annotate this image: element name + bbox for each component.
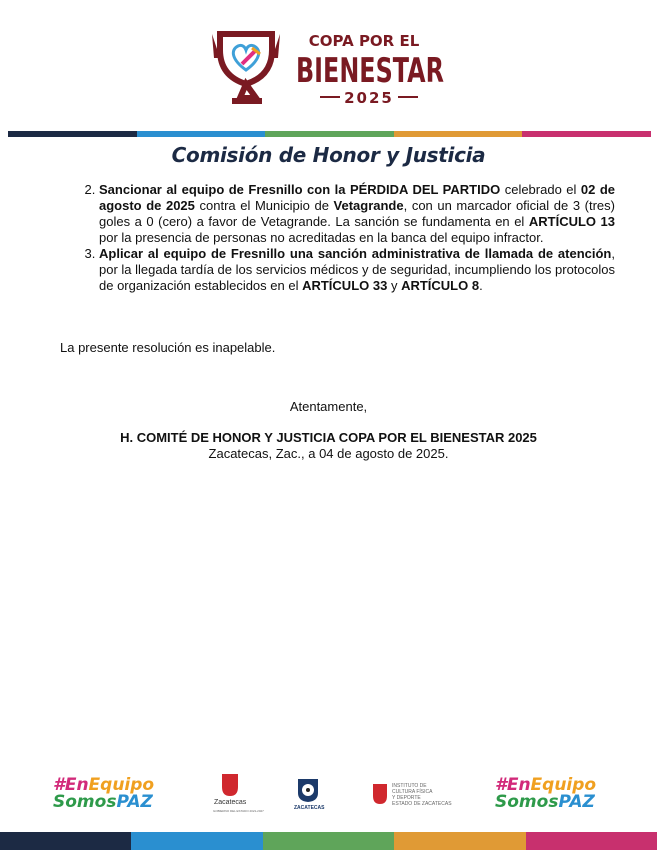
zacatecas-football-crest-icon	[296, 777, 320, 803]
bold-text: Vetagrande	[333, 198, 404, 213]
place-date: Zacatecas, Zac., a 04 de agosto de 2025.	[208, 446, 449, 461]
zacatecas-label: Zacatecas	[214, 799, 247, 806]
institute-label: INSTITUTO DE CULTURA FÍSICA Y DEPORTE ESTADO DE ZACATECAS	[392, 783, 452, 807]
resolution-item	[99, 246, 615, 294]
bold-text: ARTÍCULO 33	[302, 278, 388, 293]
bold-text: Sancionar al equipo de Fresnillo con la PÉRDIDA DEL PARTIDO	[99, 182, 501, 197]
bold-text: ARTÍCULO 8	[401, 278, 480, 293]
text: celebrado el	[500, 182, 581, 197]
top-color-bar	[8, 131, 651, 137]
committee-name: H. COMITÉ DE HONOR Y JUSTICIA COPA POR EL BIENESTAR 2025	[120, 430, 537, 445]
resolution-list	[80, 182, 615, 294]
hashtag-logo-right: #EnEquipo SomosPAZ	[495, 775, 597, 812]
crest-label: ZACATECAS	[294, 805, 325, 811]
text: contra el Municipio de	[194, 198, 334, 213]
text: , por la llegada tardía de los servicios médicos y de seguridad, incumpliendo los protocolos de organización establecidos en el	[99, 246, 615, 293]
resolution-item	[99, 182, 615, 246]
text: por la presencia de personas no acreditadas en la banca del equipo infractor.	[99, 230, 544, 245]
text: .	[479, 278, 483, 293]
salutation: Atentamente,	[289, 399, 368, 414]
copa-bienestar-logo	[212, 28, 452, 108]
bold-text: Aplicar al equipo de Fresnillo una sanción administrativa de llamada de atención	[99, 246, 612, 261]
zacatecas-sublabel: GOBIERNO DEL ESTADO 2021-2027	[213, 809, 264, 813]
closing-statement: La presente resolución es inapelable.	[60, 340, 276, 355]
bottom-color-bar	[0, 832, 657, 850]
svg-text:COPA POR EL: COPA POR EL	[308, 32, 420, 50]
bold-text: ARTÍCULO 13	[528, 214, 616, 229]
zacatecas-shield-icon	[221, 773, 239, 797]
footer-logos	[0, 773, 657, 823]
svg-text:2025: 2025	[344, 89, 394, 107]
page-title: Comisión de Honor y Justicia	[171, 143, 486, 167]
hashtag-logo-left: #EnEquipo SomosPAZ	[53, 775, 155, 812]
institute-shield-icon	[372, 783, 388, 805]
bold-text: 02 de agosto de 2025	[99, 182, 615, 213]
svg-text:BIENESTAR: BIENESTAR	[296, 51, 444, 91]
text: , con un marcador oficial de 3 (tres) goles a 0 (cero) a favor de Vetagrande. La sanción se fundamenta en el	[99, 198, 615, 229]
text: y	[387, 278, 402, 293]
